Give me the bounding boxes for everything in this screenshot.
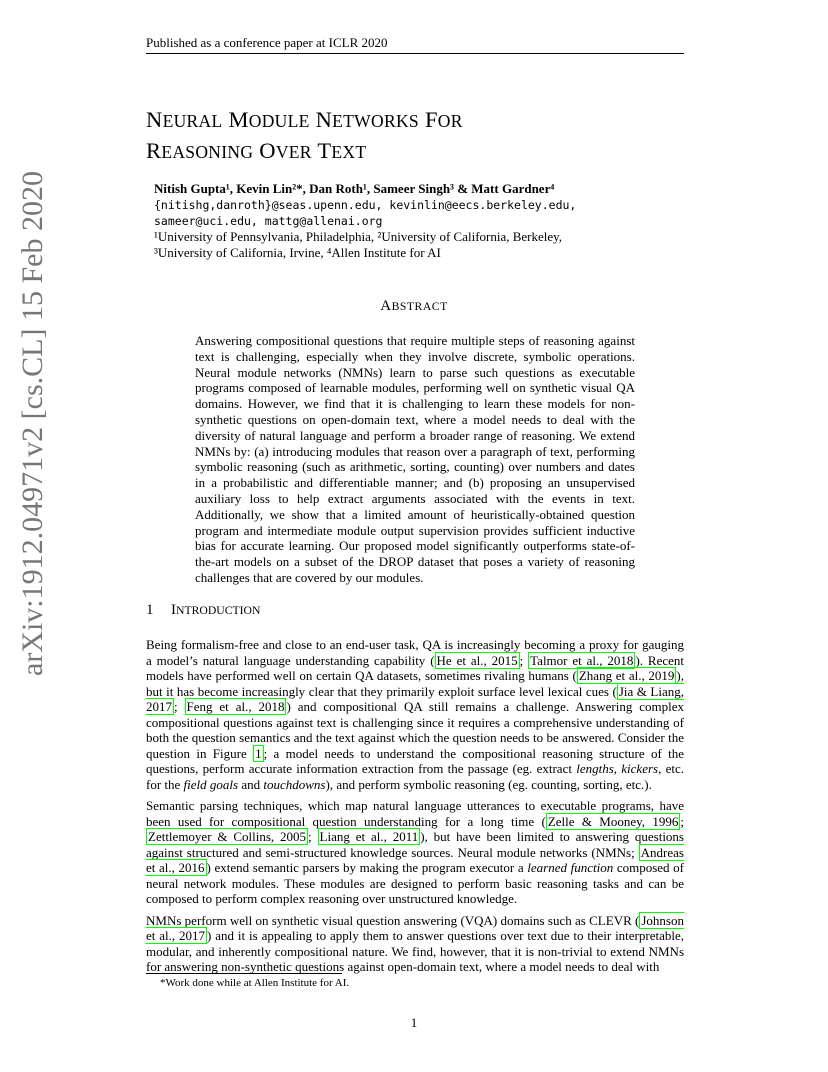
author-block xyxy=(154,181,576,261)
title-line-2: REASONING OVER TEXT xyxy=(146,138,367,163)
section-number: 1 xyxy=(146,602,154,618)
citation-link[interactable]: Zelle & Mooney, 1996 xyxy=(547,813,679,829)
title-line-1: NEURAL MODULE NETWORKS FOR xyxy=(146,107,463,132)
citation-link[interactable]: Johnson et al., 2017 xyxy=(146,912,684,943)
citation-link[interactable]: Talmor et al., 2018 xyxy=(530,652,634,668)
citation-link[interactable]: Andreas et al., 2016 xyxy=(146,844,684,875)
citation-link[interactable]: Liang et al., 2011 xyxy=(319,829,419,844)
citation-link[interactable]: He et al., 2015 xyxy=(436,652,518,668)
figure-ref-link[interactable]: 1 xyxy=(255,745,262,761)
citation-link[interactable]: Zhang et al., 2019 xyxy=(578,668,675,683)
author-emails-2: sameer@uci.edu, mattg@allenai.org xyxy=(154,214,383,228)
author-names: Nitish Gupta¹, Kevin Lin²*, Dan Roth¹, Sameer Singh³ & Matt Gardner⁴ xyxy=(154,181,555,196)
intro-body xyxy=(146,637,684,981)
affiliation-2: ³University of California, Irvine, ⁴Allen Institute for AI xyxy=(154,245,441,260)
paragraph-1: Being formalism-free and close to an end-user task, QA is increasingly becoming a proxy for gauging a model’s natural language understanding capability ( He et al., 2015 ; Talmor et al., 2018 ). Recent models have performed well on certain QA datasets, sometimes rivaling humans ( Zhang et al., 2019 ), but it has become increasingly clear that they primarily exploit surface level lexical cues ( Jia & Liang, 2017 ; Feng et al., 2018 ) and compositional QA still remains a challenge. Answering complex compositional questions against text is challenging since it requires a comprehensive understanding of both the question semantics and the text against which the question needs to be answered. Consider the question in Figure 1 ; a model needs to understand the compositional reasoning structure of the questions, perform accurate information extraction from the passage (eg. extract lengths, kickers, etc. for the field goals and touchdowns), and perform symbolic reasoning (eg. counting, sorting, etc.). xyxy=(146,637,685,792)
affiliation-1: ¹University of Pennsylvania, Philadelphia, ²University of California, Berkeley, xyxy=(154,229,563,244)
running-header: Published as a conference paper at ICLR 2020 xyxy=(146,35,388,50)
header-rule xyxy=(146,53,684,54)
footnote-rule xyxy=(146,973,342,974)
paragraph-2: Semantic parsing techniques, which map natural language utterances to executable programs, have been used for compositional question understanding for a long time ( Zelle & Mooney, 1996 ; Zettlemoyer & Collins, 2005 ; Liang et al., 2011 ), but have been limited to answering questions against structured and semi-structured knowledge sources. Neural module networks (NMNs; Andreas et al., 2016 ) extend semantic parsers by making the program executor a learned function composed of neural network modules. These modules are designed to perform basic reasoning tasks and can be composed to perform complex reasoning over unstructured knowledge. xyxy=(146,798,684,906)
citation-link[interactable]: Feng et al., 2018 xyxy=(186,699,285,714)
paragraph-3: NMNs perform well on synthetic visual question answering (VQA) domains such as CLEVR ( Johnson et al., 2017 ) and it is appealing to apply them to answer questions over text due to their interpretable, modular, and inherently compositional nature. We find, however, that it is non-trivial to extend NMNs for answering non-synthetic questions against open-domain text, where a model needs to deal with xyxy=(146,912,685,974)
author-emails-1: {nitishg,danroth}@seas.upenn.edu, kevinlin@eecs.berkeley.edu, xyxy=(154,198,577,212)
footnote: *Work done while at Allen Institute for AI. xyxy=(160,977,350,989)
section-heading xyxy=(146,602,260,619)
paper-title xyxy=(146,105,463,167)
section-title: INTRODUCTION xyxy=(171,602,261,618)
arxiv-stamp: arXiv:1912.04971v2 [cs.CL] 15 Feb 2020 xyxy=(16,171,49,676)
citation-link[interactable]: Zettlemoyer & Collins, 2005 xyxy=(148,829,307,844)
abstract-text: Answering compositional questions that require multiple steps of reasoning against text is challenging, especially when they involve discrete, symbolic operations. Neural module networks (NMNs) learn to parse such questions as executable programs composed of learnable modules, performing well on synthetic visual QA domains. However, we find that it is challenging to learn these models for non-synthetic questions on open-domain text, where a model needs to deal with the diversity of natural language and perform a broader range of reasoning. We extend NMNs by: (a) introducing modules that reason over a paragraph of text, performing symbolic reasoning (such as arithmetic, sorting, counting) over numbers and dates in a probabilistic and differentiable manner; and (b) proposing an unsupervised auxiliary loss to help extract arguments associated with the events in text. Additionally, we show that a limited amount of heuristically-obtained question program and intermediate module output supervision provides sufficient inductive bias for accurate learning. Our proposed model significantly outperforms state-of-the-art models on a subset of the DROP dataset that poses a variety of reasoning challenges that are covered by our modules. xyxy=(195,333,635,585)
citation-link[interactable]: Jia & Liang, 2017 xyxy=(146,683,684,714)
page-number: 1 xyxy=(410,1015,418,1030)
abstract-heading: ABSTRACT xyxy=(380,298,448,314)
